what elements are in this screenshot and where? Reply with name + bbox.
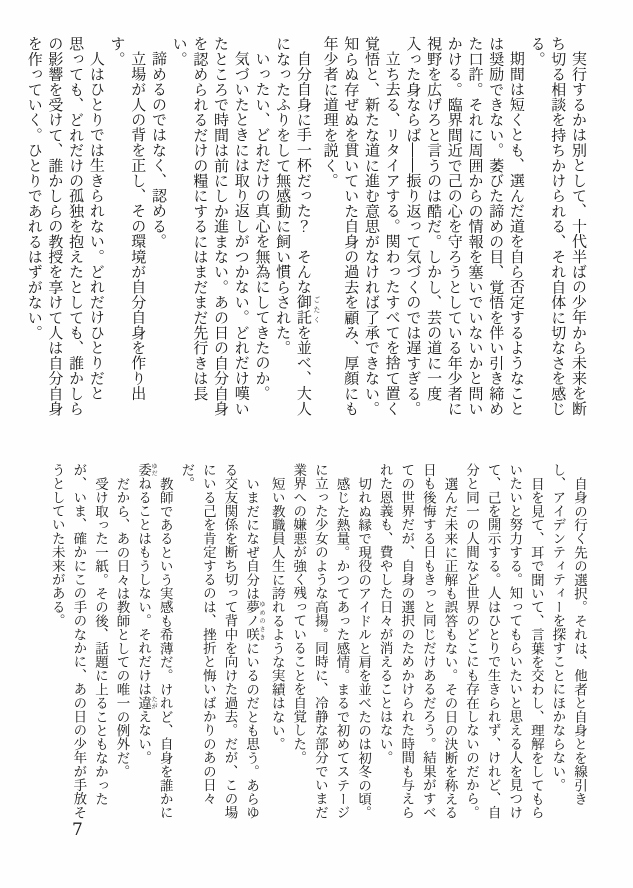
paragraph: 短い教職員人生に誇れるような実績はない。 bbox=[268, 476, 285, 751]
paragraph: 教師であるという実感も希薄だ。けれど、自身を誰かに委 ゆだねることはもうしない。それだけは違 たがえない。 bbox=[135, 463, 173, 819]
paragraph: いまだになぜ自分は夢ノ咲 ゆめのさきにいるのだとも思う。あらゆる交友関係を断ち切って背中を向けた過去。だが、この場にいる己を肯定するのは、挫折と悔いばかりのあの日々だ。 bbox=[178, 463, 266, 820]
paragraph: 実行するかは別として、十代半ばの少年から未来を断ち切る相談を持ちかけられる、それ自体に切なさを感じる。 bbox=[528, 36, 588, 416]
paragraph: 自分自身に手一杯だった？ そんな御託 ごたくを並べ、大人になったふりをして無感動に飼い慣らされた。 bbox=[274, 36, 320, 416]
paragraph: いったい、どれだけの真心を無為にしてきたのか。 bbox=[253, 51, 272, 401]
paragraph: 期間は短くとも、選んだ道を自ら否定するようなことは奨励できない。萎びた諦めの目、覚悟を伴い引き締めた口許。それに周囲からの情報を塞いでいないかと問いかける。臨界間近で己の心を守ろうとしている年少者に視野を広げろと言うのは酷だ。しかし、芸の道に一度入った身ならば――振り返って気づくのでは遅すぎる。 bbox=[404, 36, 526, 416]
paragraph: 切れぬ縁で現役のアイドルと肩を並べたのは初冬の頃。 bbox=[355, 476, 372, 819]
paragraph: だから、あの日々は教師としての唯一の例外だ。 bbox=[113, 476, 130, 778]
paragraph: 立場が人の背を正し、その環境が自分自身を作り出す。 bbox=[108, 36, 148, 401]
lower-text-block bbox=[45, 463, 589, 829]
paragraph: 選んだ未来に正解も誤答もない。その日の決断を称える日も後悔する日もきっと同じだけあるだろう。結果がすべての世界だが、自身の選択のためかけられた時間も与えられた恩義も、費やした日々が消えることはない。 bbox=[376, 463, 458, 820]
paragraph: 気づいたときには取り返しがつかない。どれだけ嘆いたところで時間は前にしか進まない。あの日の自分自身を認められるだけの糧にするにはまだまだ先行きは長い。 bbox=[170, 36, 251, 416]
paragraph: 目を見て、耳で聞いて、言葉を交わし、理解をしてもらいたいと努力する。知ってもらいたいと思える人を見つけて、己を開示する。人はひとりで生きられず、けれど、自分と同一の人間など世界のどこにも存在しないのだから。 bbox=[463, 463, 544, 820]
paragraph: 立ち去る、リタイアする。関わったすべてを捨て置く覚悟と、新たな道に進む意思がなければ了承できない。知らぬ存ぜぬを貫いていた自身の過去を顧み、厚顔にも年少者に道理を説く。 bbox=[321, 36, 402, 416]
paragraph: 諦めるのではなく、認める。 bbox=[149, 51, 168, 249]
upper-text-block bbox=[24, 36, 589, 430]
page-number: 7 bbox=[72, 820, 83, 840]
paragraph: 人はひとりでは生きられない。どれだけひとりだと思っても、どれだけの孤独を抱えたとしても、誰かしらの影響を受けて、誰かしらの教授を享けて人は自分自身を作っていく。ひとりであれるはずがない。 bbox=[25, 36, 106, 416]
paragraph: 感じた熱量。かつてあった感情。まるで初めてステージに立った少女のような高揚。同時に、冷静な部分でいまだ業界への嫌悪が強く残っていることを自覚した。 bbox=[290, 463, 350, 820]
paragraph: 自身の行く先の選択。それは、他者と自身とを線引きし、アイデンティティーを探すことにほかならない。 bbox=[549, 463, 587, 806]
paragraph: 受け取った一紙。その後、話題に上ることもなかったが、いま、確かにこの手のなかに、あの日の少年が手放そうとしていた未来がある。 bbox=[48, 463, 108, 820]
